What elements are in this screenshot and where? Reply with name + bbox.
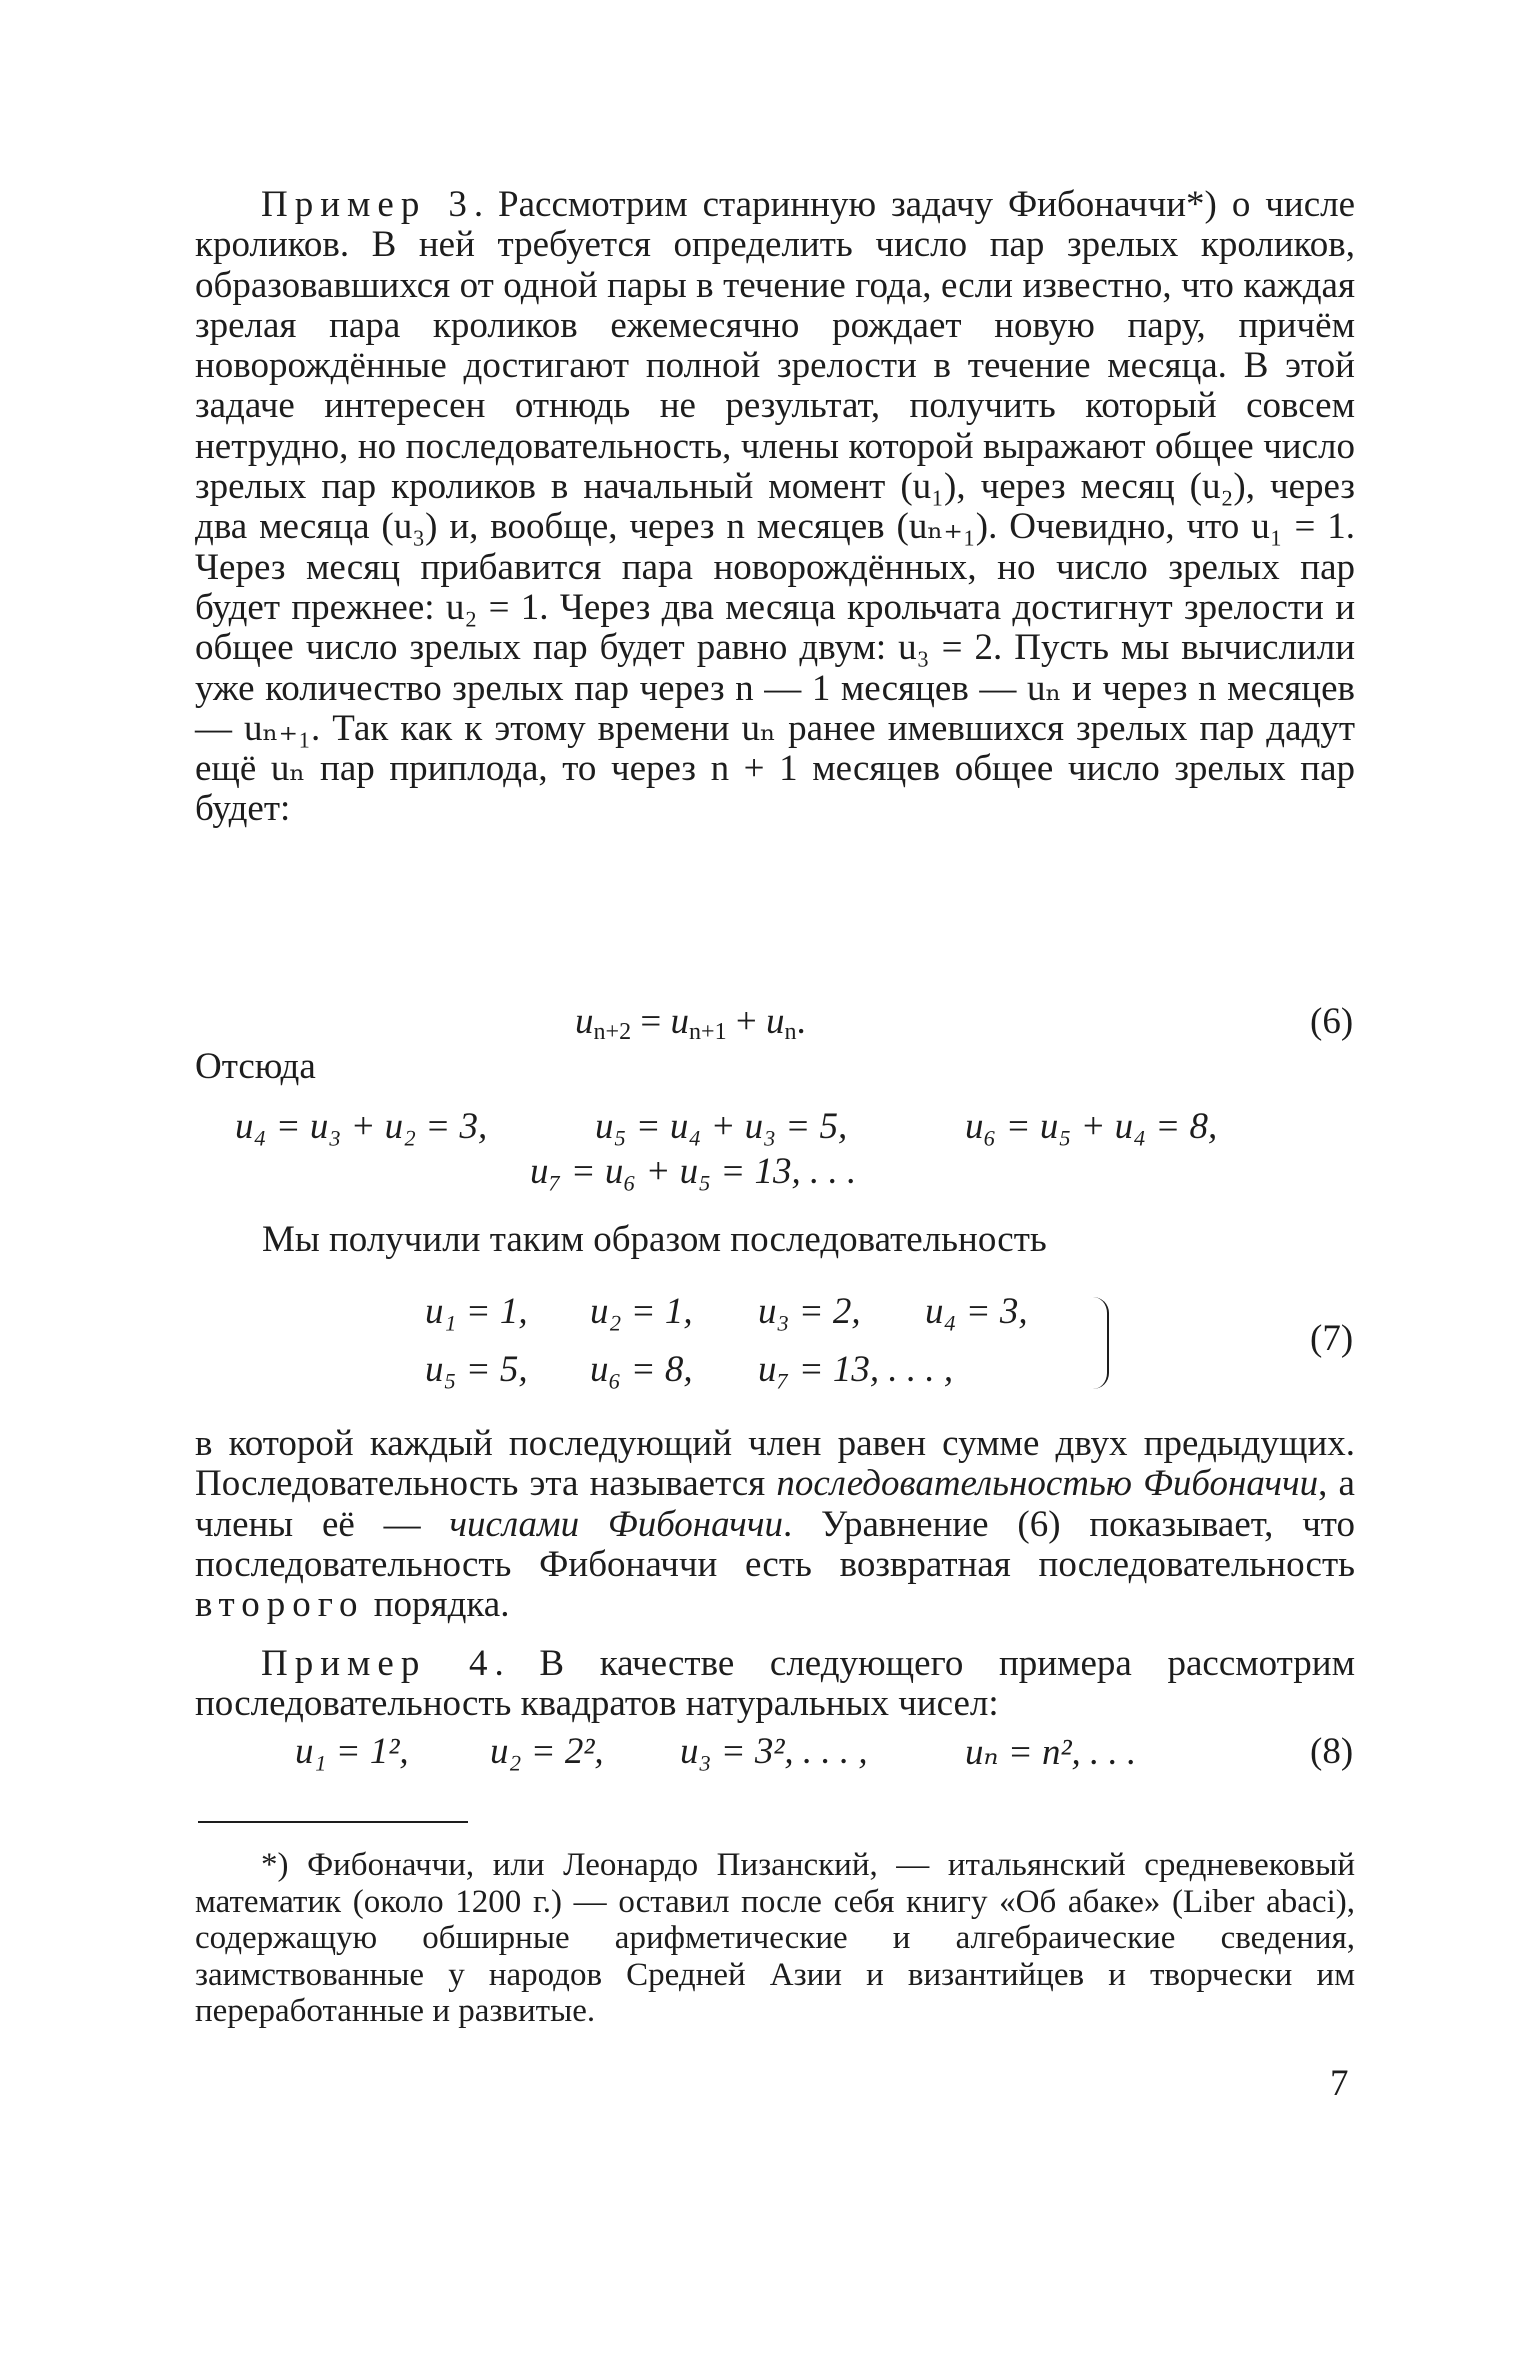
example-4-text: . В качестве следующего примера рассмотрим последовательность квадратов натуральных чисел: (195, 1643, 1356, 1725)
seq7-u4: u₄ = 3, (925, 1291, 1028, 1332)
equation-8-number: (8) (1310, 1731, 1354, 1772)
seq7-u3: u₃ = 2, (758, 1291, 861, 1332)
seq8-u3: u₃ = 3², . . . , (680, 1731, 868, 1772)
seq7-u5: u₅ = 5, (425, 1349, 528, 1390)
equation-6-number: (6) (1310, 1001, 1354, 1042)
example-3-label: Пример 3 (261, 184, 474, 225)
seq8-u2: u₂ = 2², (490, 1731, 604, 1772)
equation-7-number: (7) (1310, 1318, 1354, 1359)
term-fibonacci-numbers: числами Фибоначчи (449, 1503, 783, 1545)
paragraph-fibonacci-definition: в которой каждый последующий член равен сумме двух предыдущих. Последовательность эта называется последовательностью Фибоначчи, а члены её — числами Фибоначчи. Уравнение (6) показывает, что последовательность Фибоначчи есть возвратная последовательность второго порядка. (195, 1423, 1355, 1626)
seq7-u7: u₇ = 13, . . . , (758, 1349, 954, 1390)
seq7-u2: u₂ = 1, (590, 1291, 693, 1332)
term-fibonacci-sequence: последовательностью Фибоначчи (776, 1463, 1319, 1505)
paragraph-sequence-intro: Мы получили таким образом последовательность (262, 1219, 1047, 1260)
equation-6: $u_{n+2} = u_{n+1} + u_n$. (575, 1001, 806, 1045)
page-number: 7 (1330, 2063, 1349, 2104)
equation-u5: u₅ = u₄ + u₃ = 5, (595, 1106, 848, 1147)
footnote: *) Фибоначчи, или Леонардо Пизанский, — итальянский средневековый математик (около 1200 г.) — оставил после себя книгу «Об абаке» (Liber abaci), содержащую обширные арифметические и алгебраические сведения, заимствованные у народов Средней Азии и византийцев и творчески им переработанные и развитые. (195, 1847, 1355, 2029)
example-4-label: Пример 4 (261, 1643, 495, 1684)
equation-u6: u₆ = u₅ + u₄ = 8, (965, 1106, 1218, 1147)
otsyuda-label: Отсюда (195, 1046, 316, 1087)
seq8-un: uₙ = n², . . . (965, 1732, 1137, 1773)
example-3-text: . Рассмотрим старинную задачу Фибоначчи*) о числе кроликов. В ней требуется определить число пар зрелых кроликов, образовавшихся от одной пары в течение года, если известно, что каждая зрелая пара кроликов ежемесячно рождает новую пару, причём новорождённые достигают полной зрелости в течение месяца. В этой задаче интересен отнюдь не результат, получить который совсем нетрудно, но последовательность, члены которой выражают общее число зрелых пар кроликов в начальный момент (u₁), через месяц (u₂), через два месяца (u₃) и, вообще, через n месяцев (uₙ₊₁). Очевидно, что u₁ = 1. Через месяц прибавится пара новорождённых, но число зрелых пар будет прежнее: u₂ = 1. Через два месяца крольчата достигнут зрелости и общее число зрелых пар будет равно двум: u₃ = 2. Пусть мы вычислили уже количество зрелых пар через n — 1 месяцев — uₙ и через n месяцев — uₙ₊₁. Так как к этому времени uₙ ранее имевшихся зрелых пар дадут ещё uₙ пар приплода, то через n + 1 месяцев общее число зрелых пар будет: (195, 184, 1356, 830)
seq7-u1: u₁ = 1, (425, 1291, 528, 1332)
right-brace (1093, 1297, 1109, 1389)
spaced-word-second: второго (195, 1584, 365, 1626)
footnote-divider (198, 1821, 468, 1823)
equation-u7: u₇ = u₆ + u₅ = 13, . . . (530, 1151, 857, 1192)
seq7-u6: u₆ = 8, (590, 1349, 693, 1390)
equation-u4: u₄ = u₃ + u₂ = 3, (235, 1106, 488, 1147)
paragraph-example-4 (195, 1644, 1355, 1725)
seq8-u1: u₁ = 1², (295, 1731, 409, 1772)
paragraph-example-3 (195, 185, 1355, 830)
